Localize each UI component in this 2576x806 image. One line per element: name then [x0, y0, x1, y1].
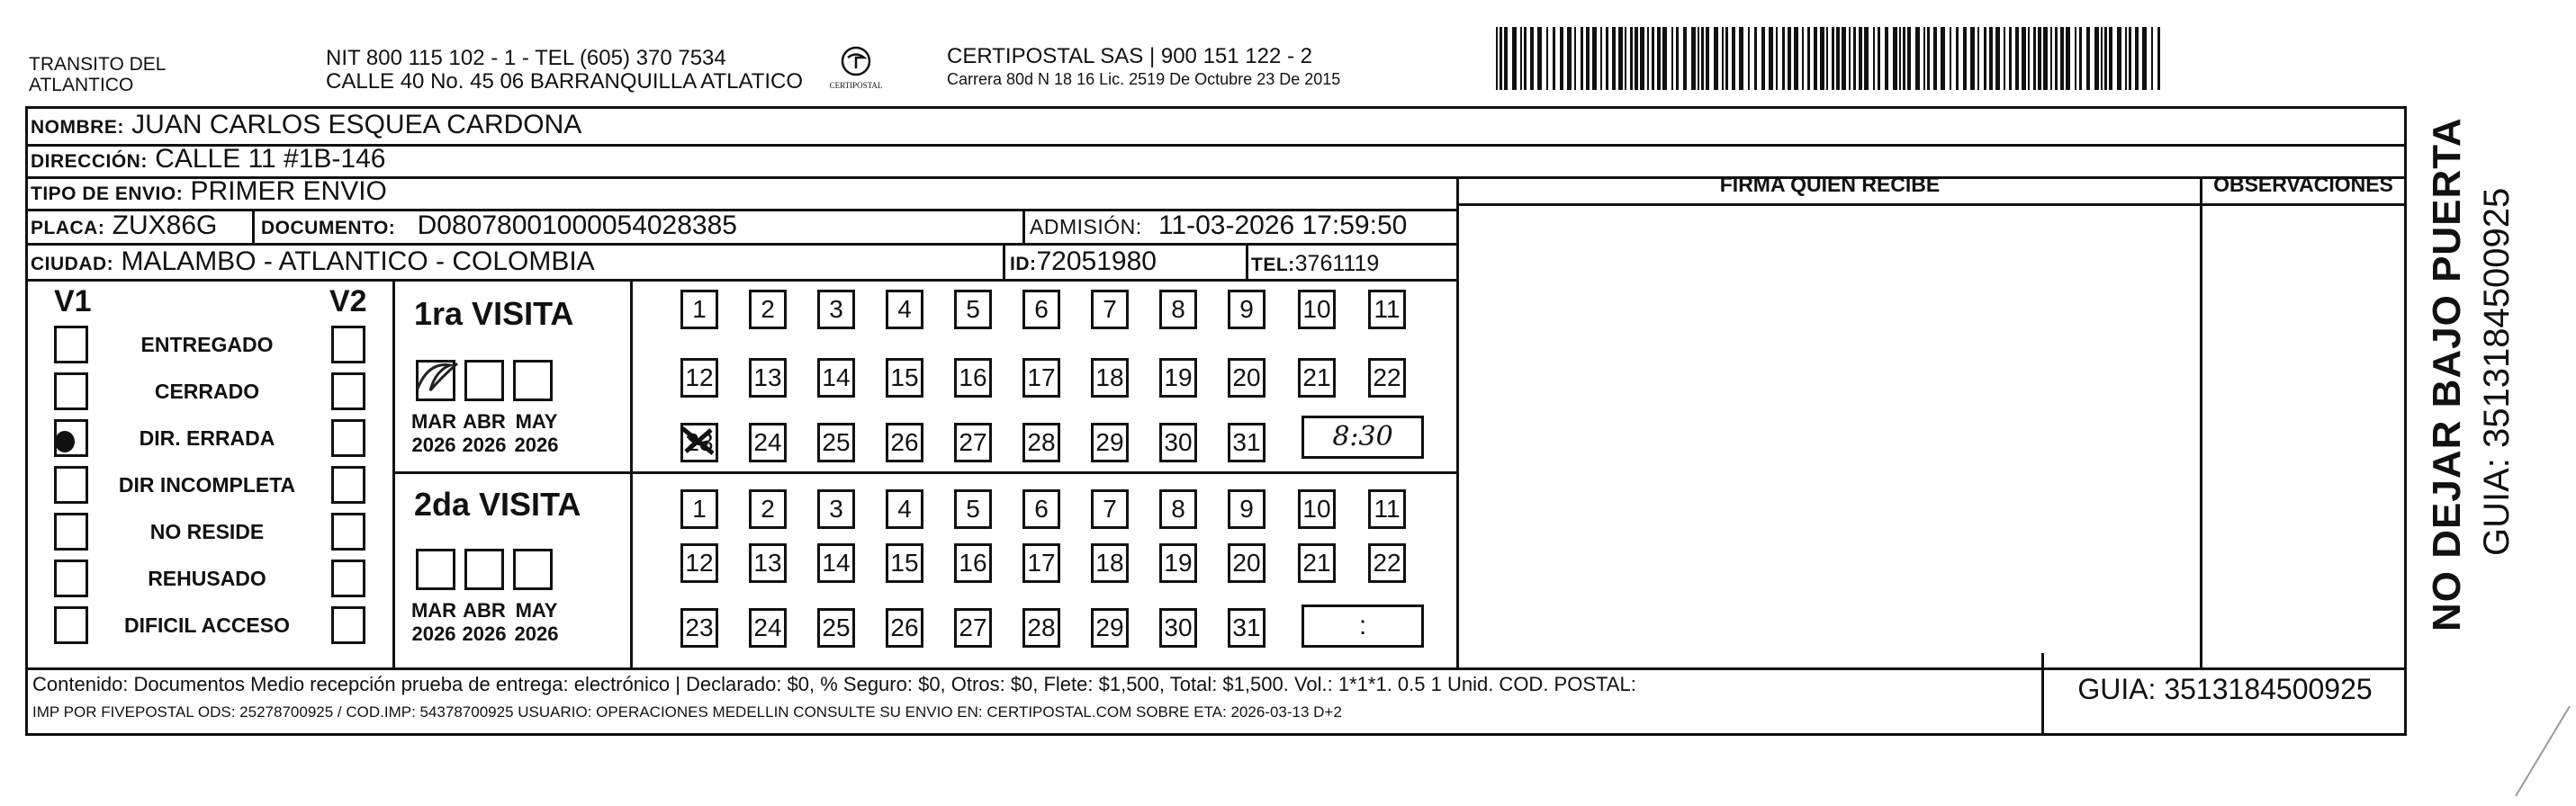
barcode-bar: [1732, 27, 1735, 90]
day-box[interactable]: 8: [1159, 290, 1197, 329]
day-box[interactable]: 10: [1298, 290, 1336, 329]
month-label: [509, 599, 563, 646]
day-box[interactable]: 11: [1368, 489, 1406, 529]
day-box[interactable]: 4: [886, 489, 923, 529]
month-year: 2026: [514, 622, 559, 645]
time-box[interactable]: 8:30: [1302, 416, 1424, 459]
documento-label: DOCUMENTO:: [261, 218, 396, 238]
barcode-bar: [1725, 27, 1728, 90]
direccion-field: [31, 144, 385, 177]
col-line: [630, 279, 633, 669]
col-line: [2041, 653, 2044, 736]
barcode-bar: [1706, 27, 1709, 90]
month-year: 2026: [514, 434, 559, 456]
barcode-bar: [1836, 27, 1840, 90]
day-box[interactable]: 5: [954, 290, 992, 329]
day-box[interactable]: 24: [749, 608, 787, 648]
day-box[interactable]: 15: [886, 358, 923, 398]
barcode-bar: [1984, 27, 1986, 90]
barcode: [1494, 27, 2164, 92]
month-name: ABR: [463, 410, 506, 433]
v1-checkbox[interactable]: [54, 606, 88, 644]
barcode-bar: [1873, 27, 1875, 90]
month-year: 2026: [411, 434, 456, 456]
barcode-bar: [1574, 27, 1576, 90]
barcode-bar: [1927, 27, 1930, 90]
day-box[interactable]: 23: [680, 423, 718, 462]
footer-contenido: Contenido: Documentos Medio recepción prueba de entrega: electrónico | Declarado: $0, % Seguro: $0, Otros: $0, Flete: $1,500, Total: $1,500. Vol.: 1*1*1. 0.5 1 Unid. COD. POSTAL:: [32, 673, 1636, 695]
barcode-bar: [1885, 27, 1888, 90]
barcode-bar: [2094, 27, 2099, 90]
month-name: MAR: [410, 599, 457, 622]
day-box[interactable]: 15: [886, 543, 923, 583]
barcode-bar: [2157, 27, 2160, 90]
reason-label: REHUSADO: [148, 567, 266, 590]
logo-caption: CERTIPOSTAL: [829, 81, 883, 90]
barcode-bar: [2028, 27, 2030, 90]
barcode-bar: [1714, 27, 1718, 90]
barcode-bar: [1933, 27, 1937, 90]
id-value: 72051980: [1036, 246, 1157, 276]
barcode-bar: [1504, 27, 1508, 90]
direccion-label: DIRECCIÓN:: [31, 151, 148, 172]
day-box[interactable]: 18: [1091, 358, 1129, 398]
month-label: [407, 410, 461, 457]
barcode-bar: [1849, 27, 1851, 90]
barcode-bar: [1546, 27, 1548, 90]
barcode-bar: [2101, 27, 2103, 90]
barcode-bar: [1788, 27, 1791, 90]
barcode-bar: [1842, 27, 1846, 90]
month-checkbox[interactable]: [464, 360, 504, 401]
barcode-bar: [2117, 27, 2121, 90]
col-line: [1456, 176, 1459, 669]
nombre-label: NOMBRE:: [31, 117, 124, 138]
placa-label: PLACA:: [31, 218, 105, 238]
day-box[interactable]: 24: [749, 423, 787, 462]
month-year: 2026: [411, 622, 456, 645]
day-box[interactable]: 29: [1091, 423, 1129, 462]
org-name: [29, 54, 166, 95]
day-box[interactable]: 16: [954, 543, 992, 583]
second-visit-title: 2da VISITA: [414, 486, 581, 523]
barcode-bar: [1592, 27, 1597, 90]
day-box[interactable]: 3: [817, 489, 855, 529]
barcode-bar: [1640, 27, 1644, 90]
row-line: [25, 243, 1456, 246]
documento-field: [261, 210, 737, 244]
barcode-bar: [1923, 27, 1925, 90]
company-address: Carrera 80d N 18 16 Lic. 2519 De Octubre 23 De 2015: [947, 70, 1341, 88]
footer-guia: GUIA: 3513184500925: [2077, 673, 2373, 705]
day-box[interactable]: 13: [749, 543, 787, 583]
nombre-value: JUAN CARLOS ESQUEA CARDONA: [131, 110, 582, 139]
barcode-bar: [2135, 27, 2139, 90]
barcode-bar: [1739, 27, 1743, 90]
ciudad-field: [31, 246, 595, 280]
company-info: [947, 45, 1340, 90]
observaciones-header: OBSERVACIONES: [2213, 173, 2393, 196]
barcode-bar: [1941, 27, 1945, 90]
day-box[interactable]: 7: [1091, 489, 1129, 529]
barcode-bar: [1963, 27, 1967, 90]
barcode-bar: [1691, 27, 1696, 90]
barcode-bar: [2050, 27, 2052, 90]
day-box[interactable]: 6: [1022, 290, 1060, 329]
month-name: ABR: [463, 599, 506, 622]
barcode-bar: [1820, 27, 1824, 90]
barcode-bar: [1567, 27, 1572, 90]
month-year: 2026: [462, 434, 507, 456]
barcode-bar: [1782, 27, 1785, 90]
barcode-bar: [1754, 27, 1757, 90]
barcode-bar: [1859, 27, 1862, 90]
day-box[interactable]: 10: [1298, 489, 1336, 529]
day-box[interactable]: 28: [1022, 423, 1060, 462]
col-line: [1246, 243, 1248, 279]
day-box[interactable]: 11: [1368, 290, 1406, 329]
barcode-bar: [1560, 27, 1563, 90]
barcode-bar: [2033, 27, 2036, 90]
day-box[interactable]: 8: [1159, 489, 1197, 529]
tel-field: [1251, 248, 1379, 281]
day-box[interactable]: 22: [1368, 358, 1406, 398]
barcode-bar: [1807, 27, 1810, 90]
day-box[interactable]: 13: [749, 358, 787, 398]
col-line: [252, 209, 255, 245]
barcode-bar: [1600, 27, 1602, 90]
month-name: MAY: [515, 599, 558, 622]
barcode-bar: [2142, 27, 2147, 90]
nombre-field: [31, 110, 581, 143]
day-box[interactable]: 3: [817, 290, 855, 329]
barcode-bar: [1950, 27, 1951, 90]
v1-checkbox[interactable]: [54, 513, 88, 551]
month-checkbox[interactable]: [416, 549, 455, 590]
day-box[interactable]: 20: [1228, 358, 1265, 398]
day-box[interactable]: 5: [954, 489, 992, 529]
day-box[interactable]: 26: [886, 423, 923, 462]
barcode-bar: [1802, 27, 1804, 90]
footer-imp: IMP POR FIVEPOSTAL ODS: 25278700925 / COD.IMP: 54378700925 USUARIO: OPERACIONES MEDELLIN CONSULTE SU ENVIO EN: CERTIPOSTAL.COM SOBRE ETA: 2026-03-13 D+2: [32, 703, 1342, 721]
v1-checkbox[interactable]: [54, 560, 88, 597]
placa-value: ZUX86G: [112, 210, 218, 240]
month-name: MAY: [515, 410, 558, 433]
barcode-bar: [1989, 27, 1993, 90]
barcode-bar: [1907, 27, 1911, 90]
handwritten-mark-mar: [410, 353, 464, 407]
ciudad-value: MALAMBO - ATLANTICO - COLOMBIA: [121, 246, 595, 276]
day-box[interactable]: 1: [680, 489, 718, 529]
col-line: [392, 279, 395, 669]
reason-label: DIR. ERRADA: [139, 426, 275, 450]
barcode-bar: [2015, 27, 2019, 90]
documento-value: D08078001000054028385: [417, 210, 737, 240]
row-line: [1456, 203, 2407, 206]
filled-check-mark: [52, 428, 79, 455]
month-label: [407, 599, 461, 646]
month-checkbox[interactable]: [513, 549, 553, 590]
v1-label: V1: [54, 284, 92, 318]
day-box[interactable]: 18: [1091, 543, 1129, 583]
day-box[interactable]: 19: [1159, 358, 1197, 398]
barcode-bar: [1606, 27, 1608, 90]
certipostal-logo: [824, 43, 887, 99]
barcode-bar: [2129, 27, 2131, 90]
first-visit-title: 1ra VISITA: [414, 295, 574, 332]
barcode-bar: [1524, 27, 1527, 90]
month-year: 2026: [462, 622, 507, 645]
v2-checkbox[interactable]: [331, 560, 365, 597]
day-box[interactable]: 9: [1228, 489, 1265, 529]
v2-checkbox[interactable]: [331, 606, 365, 644]
barcode-bar: [2109, 27, 2112, 90]
day-box[interactable]: 16: [954, 358, 992, 398]
day-box[interactable]: 30: [1159, 608, 1197, 648]
barcode-bar: [1769, 27, 1773, 90]
month-label: [509, 410, 563, 457]
certipostal-logo-icon: [824, 43, 887, 99]
day-box[interactable]: 17: [1022, 358, 1060, 398]
side-guia: GUIA: 3513184500925: [2477, 187, 2517, 556]
org-nit: NIT 800 115 102 - 1 - TEL (605) 370 7534: [326, 46, 726, 70]
barcode-bar: [2066, 27, 2070, 90]
barcode-bar: [2104, 27, 2107, 90]
v1-checkbox[interactable]: [54, 326, 88, 363]
admision-field: [1030, 210, 1407, 242]
barcode-bar: [1625, 27, 1626, 90]
col-line: [1003, 243, 1005, 279]
barcode-bar: [1761, 27, 1765, 90]
barcode-bar: [1903, 27, 1905, 90]
barcode-bar: [1722, 27, 1724, 90]
v2-checkbox[interactable]: [331, 466, 365, 504]
col-line: [2200, 176, 2202, 669]
barcode-bar: [1652, 27, 1654, 90]
v2-checkbox[interactable]: [331, 419, 365, 457]
v1-checkbox[interactable]: [54, 372, 88, 410]
day-box[interactable]: 31: [1228, 608, 1265, 648]
day-box[interactable]: 2: [749, 489, 787, 529]
barcode-bar: [1826, 27, 1828, 90]
barcode-bar: [1878, 27, 1880, 90]
id-label: ID:: [1010, 254, 1037, 274]
day-box[interactable]: 1: [680, 290, 718, 329]
barcode-bar: [2009, 27, 2012, 90]
barcode-bar: [1530, 27, 1534, 90]
direccion-value: CALLE 11 #1B-146: [155, 144, 386, 174]
tel-label: TEL:: [1251, 255, 1295, 275]
barcode-bar: [2043, 27, 2048, 90]
barcode-bar: [1612, 27, 1616, 90]
barcode-bar: [1537, 27, 1542, 90]
barcode-bar: [1520, 27, 1522, 90]
reason-label: CERRADO: [154, 380, 260, 403]
barcode-bar: [1618, 27, 1623, 90]
reason-label: NO RESIDE: [149, 520, 265, 543]
handwritten-mark-day23: [677, 419, 722, 464]
day-box[interactable]: 27: [954, 423, 992, 462]
reason-label: DIFICIL ACCESO: [123, 613, 290, 637]
barcode-bar: [1814, 27, 1817, 90]
org-name-line1: TRANSITO DEL: [29, 54, 167, 75]
barcode-bar: [2151, 27, 2153, 90]
barcode-bar: [1647, 27, 1649, 90]
barcode-bar: [1970, 27, 1975, 90]
month-checkbox[interactable]: [513, 360, 553, 401]
day-box[interactable]: 12: [680, 543, 718, 583]
day-box[interactable]: 12: [680, 358, 718, 398]
barcode-bar: [1701, 27, 1704, 90]
day-box[interactable]: 31: [1228, 423, 1265, 462]
admision-label: ADMISIÓN:: [1030, 215, 1142, 238]
barcode-bar: [1496, 27, 1498, 90]
month-label: [457, 410, 511, 457]
day-box[interactable]: 2: [749, 290, 787, 329]
barcode-bar: [1512, 27, 1517, 90]
time-box[interactable]: :: [1302, 604, 1424, 648]
side-warning: NO DEJAR BAJO PUERTA: [2425, 117, 2469, 631]
barcode-bar: [1864, 27, 1869, 90]
barcode-bar: [2086, 27, 2090, 90]
org-name-line2: ATLANTICO: [29, 75, 134, 95]
tipo-envio-label: TIPO DE ENVIO:: [31, 184, 184, 204]
barcode-bar: [2022, 27, 2026, 90]
v2-label: V2: [329, 284, 367, 318]
barcode-bar: [2055, 27, 2058, 90]
barcode-bar: [1630, 27, 1633, 90]
ciudad-label: CIUDAD:: [31, 254, 114, 274]
day-box[interactable]: 22: [1368, 543, 1406, 583]
day-box[interactable]: 25: [817, 423, 855, 462]
v2-checkbox[interactable]: [331, 326, 365, 363]
barcode-bar: [1671, 27, 1673, 90]
day-box[interactable]: 19: [1159, 543, 1197, 583]
barcode-bar: [1794, 27, 1798, 90]
month-label: [457, 599, 511, 646]
firma-header: FIRMA QUIEN RECIBE: [1719, 173, 1941, 196]
barcode-bar: [1748, 27, 1750, 90]
barcode-bar: [1977, 27, 1979, 90]
barcode-bar: [1893, 27, 1897, 90]
barcode-bar: [1776, 27, 1778, 90]
row-line: [392, 471, 1456, 474]
barcode-bar: [1683, 27, 1687, 90]
barcode-bar: [1662, 27, 1667, 90]
reason-label: ENTREGADO: [140, 333, 274, 356]
barcode-bar: [1676, 27, 1679, 90]
barcode-bar: [1853, 27, 1856, 90]
barcode-bar: [1832, 27, 1834, 90]
tipo-envio-field: [31, 176, 387, 210]
barcode-bar: [2060, 27, 2064, 90]
day-box[interactable]: 25: [817, 608, 855, 648]
day-box[interactable]: 26: [886, 608, 923, 648]
barcode-bar: [2038, 27, 2041, 90]
day-box[interactable]: 9: [1228, 290, 1265, 329]
day-box[interactable]: 21: [1298, 543, 1336, 583]
barcode-bar: [1956, 27, 1959, 90]
col-line: [1022, 209, 1025, 245]
company-name: CERTIPOSTAL SAS | 900 151 122 - 2: [947, 44, 1312, 68]
org-contact: [326, 47, 803, 94]
barcode-bar: [2004, 27, 2005, 90]
day-box[interactable]: 17: [1022, 543, 1060, 583]
day-box[interactable]: 30: [1159, 423, 1197, 462]
barcode-bar: [1995, 27, 2000, 90]
placa-field: [31, 210, 217, 244]
barcode-bar: [1698, 27, 1699, 90]
day-box[interactable]: 28: [1022, 608, 1060, 648]
barcode-bar: [1899, 27, 1901, 90]
barcode-bar: [2125, 27, 2127, 90]
reason-label: DIR INCOMPLETA: [118, 473, 296, 497]
month-checkbox[interactable]: [464, 549, 504, 590]
barcode-bar: [1500, 27, 1502, 90]
day-box[interactable]: 27: [954, 608, 992, 648]
v2-checkbox[interactable]: [331, 513, 365, 551]
month-name: MAR: [410, 410, 457, 433]
barcode-bar: [1581, 27, 1583, 90]
day-box[interactable]: 23: [680, 608, 718, 648]
barcode-bar: [1915, 27, 1920, 90]
v2-checkbox[interactable]: [331, 372, 365, 410]
day-box[interactable]: 14: [817, 543, 855, 583]
barcode-bar: [2079, 27, 2082, 90]
day-box[interactable]: 29: [1091, 608, 1129, 648]
tel-value: 3761119: [1294, 251, 1380, 276]
day-box[interactable]: 21: [1298, 358, 1336, 398]
barcode-bar: [1586, 27, 1590, 90]
v1-checkbox[interactable]: [54, 466, 88, 504]
tipo-envio-value: PRIMER ENVIO: [190, 176, 387, 206]
fold-line: [2484, 702, 2574, 801]
barcode-bar: [1553, 27, 1555, 90]
day-box[interactable]: 4: [886, 290, 923, 329]
day-box[interactable]: 14: [817, 358, 855, 398]
day-box[interactable]: 20: [1228, 543, 1265, 583]
barcode-bar: [2075, 27, 2076, 90]
barcode-bar: [1635, 27, 1638, 90]
id-field: [1010, 246, 1157, 280]
day-box[interactable]: 7: [1091, 290, 1129, 329]
day-box[interactable]: 6: [1022, 489, 1060, 529]
barcode-bar: [1657, 27, 1661, 90]
side-panel: [2409, 106, 2535, 667]
admision-value: 11-03-2026 17:59:50: [1157, 210, 1408, 240]
org-address: CALLE 40 No. 45 06 BARRANQUILLA ATLATICO: [326, 69, 804, 94]
